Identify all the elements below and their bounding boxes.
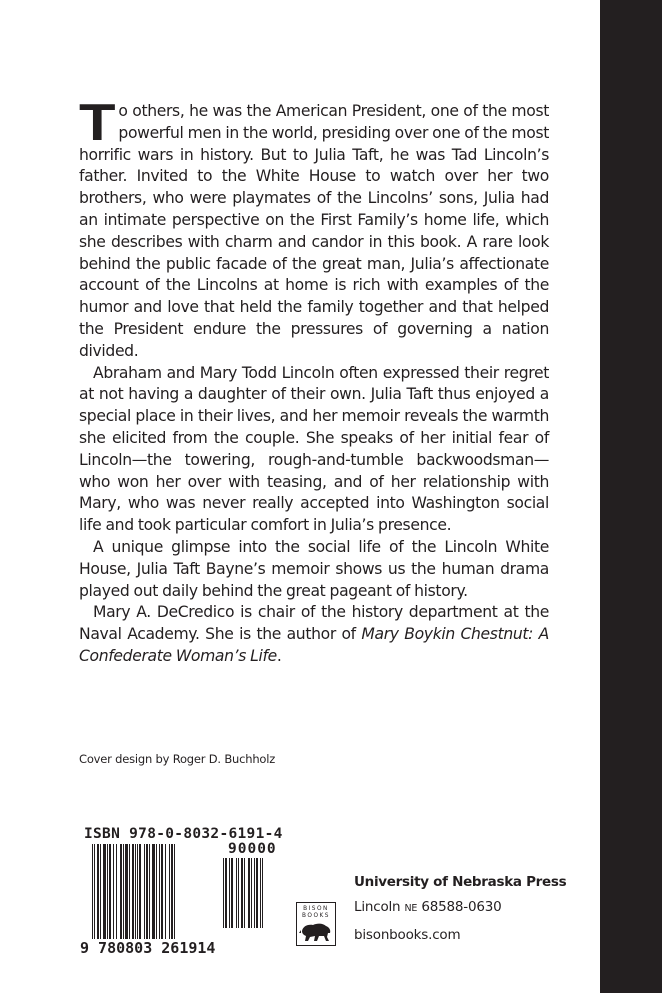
publisher-name: University of Nebraska Press — [354, 874, 567, 890]
barcode-bars — [92, 844, 176, 939]
addon-bars — [223, 858, 263, 928]
book-title: Mary Boykin Chestnut: A Confederate Woman’s Life — [79, 625, 549, 665]
blurb-text — [79, 94, 549, 668]
blurb-paragraph-1: To others, he was the American President, one of the most powerful men in the world, presiding over one of the most horrific wars in history. But to Julia Taft, he was Tad Lincoln’s father. Invited to the White House to watch over her two brothers, who were playmates of the Lincolns’ sons, Julia had an intimate perspective on the First Family’s home life, which she describes with charm and candor in this book. A rare look behind the public facade of the great man, Julia’s affectionate account of the Lincolns at home is rich with examples of the humor and love that held the family together and that helped the President endure the pressures of governing a nation divided. — [79, 94, 549, 360]
blurb-paragraph-3: A unique glimpse into the social life of the Lincoln White House, Julia Taft Bayne’s memoir shows us the human drama played out daily behind the great pageant of history. — [79, 537, 549, 600]
cover-credit: Cover design by Roger D. Buchholz — [79, 752, 276, 766]
isbn-barcode — [80, 826, 290, 976]
price-addon-label: 90000 — [228, 841, 277, 857]
publisher-address: Lincoln NE 68588-0630 — [354, 899, 502, 915]
publisher-info — [354, 874, 566, 943]
bison-books-logo: BISON BOOKS — [296, 902, 336, 946]
bison-icon — [299, 921, 333, 943]
isbn-label: ISBN 978-0-8032-6191-4 — [84, 826, 283, 842]
drop-cap: T — [79, 94, 116, 152]
author-bio: Mary A. DeCredico is chair of the history department at the Naval Academy. She is the author of Mary Boykin Chestnut: A Confederate Woman’s Life. — [79, 603, 549, 665]
ean-digits: 9 780803 261914 — [80, 939, 216, 957]
blurb-paragraph-2: Abraham and Mary Todd Lincoln often expressed their regret at not having a daughter of their own. Julia Taft thus enjoyed a special place in their lives, and her memoir reveals the warmth she elicited from the couple. She speaks of her initial fear of Lincoln—the towering, rough-and-tumble backwoodsman—who won her over with teasing, and of her relationship with Mary, who was never really accepted into Washington social life and took particular comfort in Julia’s presence. — [79, 363, 549, 535]
publisher-website: bisonbooks.com — [354, 927, 461, 943]
book-spine — [600, 0, 662, 993]
